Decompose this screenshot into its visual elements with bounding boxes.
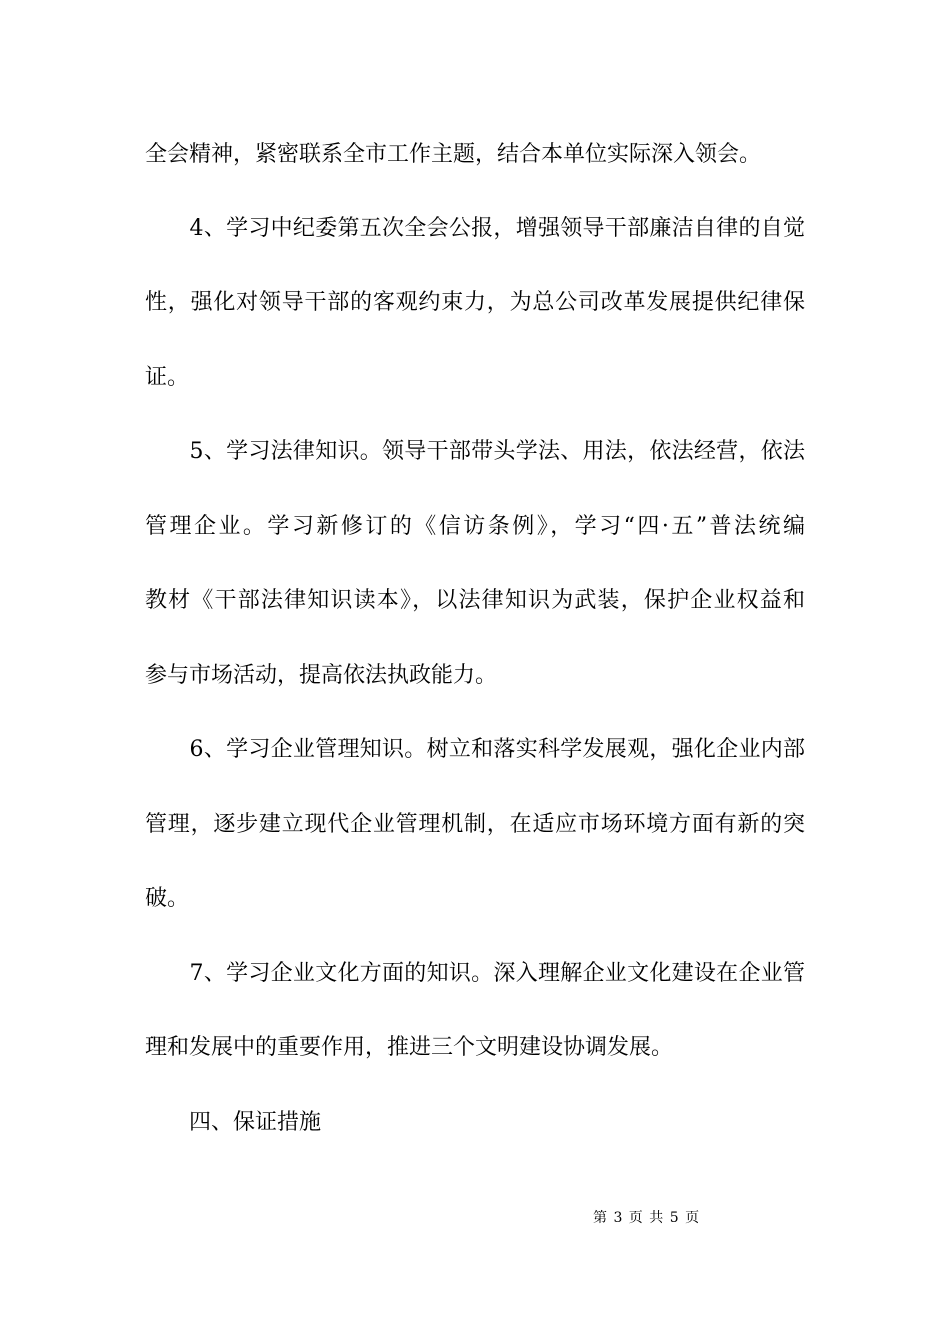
text-line: 教材《干部法律知识读本》，以法律知识为武装，保护企业权益和 [145,588,805,613]
text-line: 全会精神，紧密联系全市工作主题，结合本单位实际深入领会。 [145,142,762,167]
text-line: 管理企业。学习新修订的《信访条例》，学习“四·五”普法统编 [145,514,805,539]
text-line: 破。 [145,886,190,911]
text-line: 4、学习中纪委第五次全会公报，增强领导干部廉洁自律的自觉 [145,216,805,241]
text-line: 性，强化对领导干部的客观约束力，为总公司改革发展提供纪律保 [145,290,805,315]
text-line: 6、学习企业管理知识。树立和落实科学发展观，强化企业内部 [145,737,805,762]
text-line: 管理，逐步建立现代企业管理机制，在适应市场环境方面有新的突 [145,812,805,837]
page-number-footer: 第 3 页 共 5 页 [593,1210,701,1226]
text-line: 7、学习企业文化方面的知识。深入理解企业文化建设在企业管 [145,961,805,986]
text-line: 理和发展中的重要作用，推进三个文明建设协调发展。 [145,1035,674,1060]
text-line: 5、学习法律知识。领导干部带头学法、用法，依法经营，依法 [145,439,805,464]
text-line: 参与市场活动，提高依法执政能力。 [145,663,498,688]
text-line: 证。 [145,365,190,390]
section-heading: 四、保证措施 [145,1110,322,1135]
